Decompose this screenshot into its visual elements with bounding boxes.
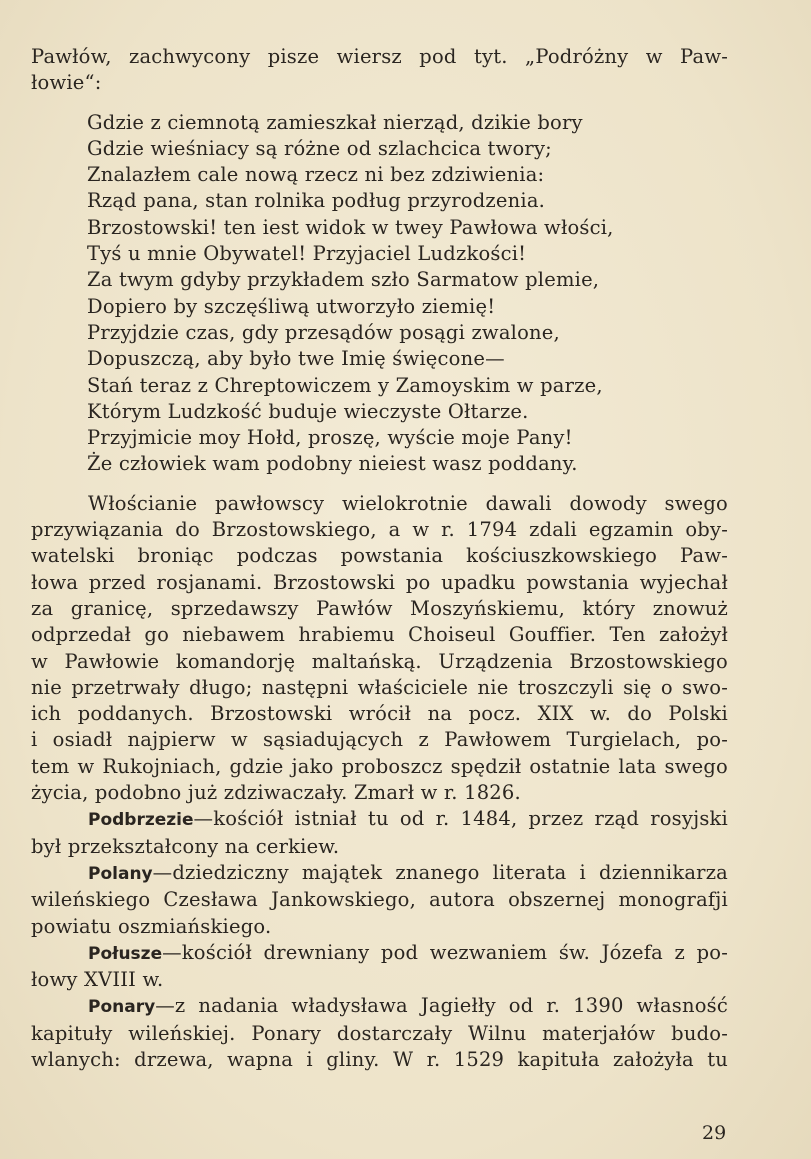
poem-line: Gdzie wieśniacy są różne od szlachcica twory; (87, 136, 552, 160)
text-line: Włościanie pawłowscy wielokrotnie dawali dowody swego (88, 491, 728, 515)
poem-line: Za twym gdyby przykładem szło Sarmatow plemie, (87, 268, 600, 292)
poem-line: Tyś u mnie Obywatel! Przyjaciel Ludzkości! (87, 242, 527, 266)
poem-line: Przyjdzie czas, gdy przesądów posągi zwalone, (87, 320, 560, 344)
text-line: przywiązania do Brzostowskiego, a w r. 1794 zdali egzamin oby- (31, 518, 728, 542)
text-line: tem w Rukojniach, gdzie jako proboszcz spędził ostatnie lata swego (31, 754, 728, 778)
text-line: Pawłów, zachwycony pisze wiersz pod tyt. „Podróżny w Paw- (31, 45, 728, 68)
text-line (31, 806, 728, 833)
text-line: nie przetrwały długo; następni właściciele nie troszczyli się o swo- (31, 675, 728, 699)
entry-polusze (31, 940, 728, 994)
poem-line: Którym Ludzkość buduje wieczyste Ołtarze. (87, 399, 529, 423)
page-number: 29 (702, 1122, 727, 1144)
text-line: życia, podobno już zdziwaczały. Zmarł w r. 1826. (31, 781, 521, 805)
text-line: był przekształcony na cerkiew. (31, 834, 340, 858)
poem-line: Dopuszczą, aby było twe Imię święcone— (87, 347, 505, 371)
text-line: kapituły wileńskiej. Ponary dostarczały Wilnu materjałów budo- (31, 1021, 728, 1045)
entry-ponary (31, 993, 728, 1073)
text-line: odprzedał go niebawem hrabiemu Choiseul Gouffier. Ten założył (31, 623, 728, 647)
text-line: łowy XVIII w. (31, 968, 164, 992)
entry-podbrzezie (31, 806, 728, 860)
text-line: w Pawłowie komandorję maltańską. Urządzenia Brzostowskiego (31, 649, 728, 673)
text-line (31, 993, 728, 1020)
text-line (31, 860, 728, 887)
intro-paragraph (31, 44, 728, 97)
entry-text: —kościół istniał tu od r. 1484, przez rząd rosyjski (193, 807, 728, 831)
entry-text: —dziedziczny majątek znanego literata i dziennikarza (152, 860, 728, 884)
poem-line: Gdzie z ciemnotą zamieszkał nierząd, dzikie bory (87, 110, 583, 134)
text-line: i osiadł najpierw w sąsiadujących z Pawłowem Turgielach, po- (31, 728, 728, 752)
text-line: ich poddanych. Brzostowski wrócił na pocz. XIX w. do Polski (31, 702, 728, 726)
poem-line: Znalazłem cale nową rzecz ni bez zdziwienia: (87, 163, 545, 187)
entry-keyword: Ponary (88, 997, 156, 1018)
poem-line: Że człowiek wam podobny nieiest wasz poddany. (87, 452, 578, 476)
poem-line: Rząd pana, stan rolnika podług przyrodzenia. (87, 189, 546, 213)
body-paragraph (31, 491, 728, 807)
entry-keyword: Polany (88, 863, 153, 884)
text-line: powiatu oszmiańskiego. (31, 914, 272, 938)
text-line: wileńskiego Czesława Jankowskiego, autora obszernej monografji (31, 888, 728, 912)
text-line: watelski broniąc podczas powstania kościuszkowskiego Paw- (31, 544, 728, 568)
text-line: za granicę, sprzedawszy Pawłów Moszyńskiemu, który znowuż (31, 596, 728, 620)
poem-line: Brzostowski! ten iest widok w twey Pawłowa włości, (87, 215, 614, 239)
poem-line: Dopiero by szczęśliwą utworzyło ziemię! (87, 294, 496, 318)
poem (31, 110, 728, 478)
page-text (31, 44, 728, 1073)
text-line (31, 940, 728, 967)
text-line: wlanych: drzewa, wapna i gliny. W r. 1529 kapituła założyła tu (31, 1047, 728, 1071)
entry-keyword: Podbrzezie (88, 810, 194, 831)
entry-keyword: Połusze (88, 943, 163, 964)
entry-text: —kościół drewniany pod wezwaniem św. Józefa z po- (162, 940, 728, 964)
text-line: łowie“: (31, 71, 102, 95)
entry-text: —z nadania władysława Jagiełły od r. 1390 własność (155, 994, 728, 1018)
poem-line: Przyjmicie moy Hołd, proszę, wyście moje Pany! (87, 426, 573, 450)
entry-polany (31, 860, 728, 940)
text-line: łowa przed rosjanami. Brzostowski po upadku powstania wyjechał (31, 570, 728, 594)
poem-line: Stań teraz z Chreptowiczem y Zamoyskim w parze, (87, 373, 603, 397)
